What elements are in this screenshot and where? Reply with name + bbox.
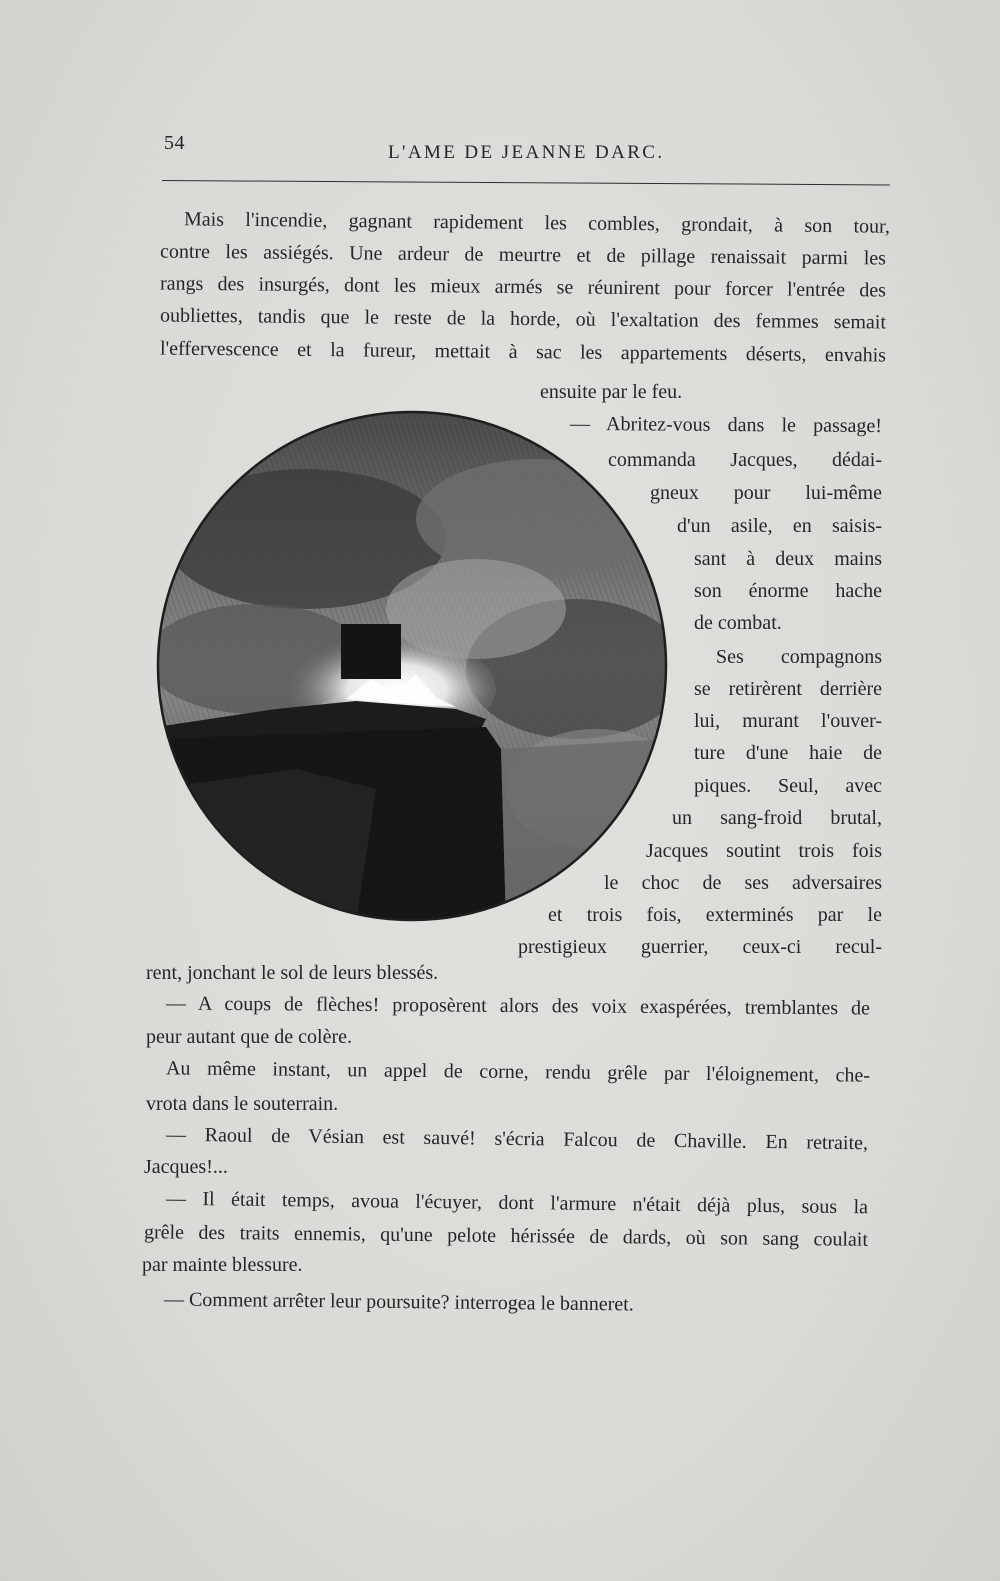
text-line: par mainte blessure. [142,1254,303,1276]
text-line: de combat. [694,612,782,634]
page-number: 54 [164,132,185,154]
text-line: rent, jonchant le sol de leurs blessés. [146,962,439,984]
text-line: vrota dans le souterrain. [146,1093,339,1115]
text-line: oubliettes, tandis que le reste de la horde, où l'exaltation des femmes semait [159,304,887,334]
text-line: peur autant que de colère. [146,1026,353,1048]
text-line: grêle des traits ennemis, qu'une pelote hérissée de dards, où son sang coulait [143,1221,869,1251]
text-line: son énorme hache [694,580,882,602]
text-line: Ses compagnons [716,646,882,668]
text-line: lui, murant l'ouver- [694,710,882,732]
text-line: Jacques!... [144,1156,228,1178]
text-line: rangs des insurgés, dont les mieux armés se réunirent pour forcer l'entrée des [159,272,887,302]
text-line: — Comment arrêter leur poursuite? interrogea le banneret. [163,1288,634,1316]
text-line: un sang-froid brutal, [672,807,882,829]
text-line: piques. Seul, avec [694,775,882,797]
text-line: Mais l'incendie, gagnant rapidement les combles, grondait, à son tour, [183,208,891,238]
running-title: L'AME DE JEANNE DARC. [388,142,665,163]
text-line: sant à deux mains [694,548,882,570]
text-line: ture d'une haie de [694,742,882,764]
text-line: prestigieux guerrier, ceux-ci recul- [518,936,882,958]
text-line: le choc de ses adversaires [604,872,882,894]
text-line: gneux pour lui-même [650,482,882,504]
text-line: ensuite par le feu. [540,381,683,403]
text-line: — Raoul de Vésian est sauvé! s'écria Falcou de Chaville. En retraite, [165,1123,869,1155]
engraving-illustration [156,409,668,923]
text-line: et trois fois, exterminés par le [548,904,882,926]
text-line: Au même instant, un appel de corne, rendu grêle par l'éloignement, che- [165,1057,871,1087]
text-line: Jacques soutint trois fois [646,840,882,862]
text-line: se retirèrent derrière [694,678,882,700]
text-line: d'un asile, en saisis- [677,515,882,537]
text-line: — A coups de flèches! proposèrent alors des voix exaspérées, tremblantes de [165,992,871,1020]
header-rule [162,180,890,185]
text-line: l'effervescence et la fureur, mettait à sac les appartements déserts, envahis [159,337,887,367]
text-line: commanda Jacques, dédai- [608,449,882,471]
text-line: — Abritez-vous dans le passage! [569,412,883,438]
text-line: — Il était temps, avoua l'écuyer, dont l'armure n'était déjà plus, sous la [165,1187,869,1219]
text-line: contre les assiégés. Une ardeur de meurtre et de pillage renaissait parmi les [159,240,887,270]
